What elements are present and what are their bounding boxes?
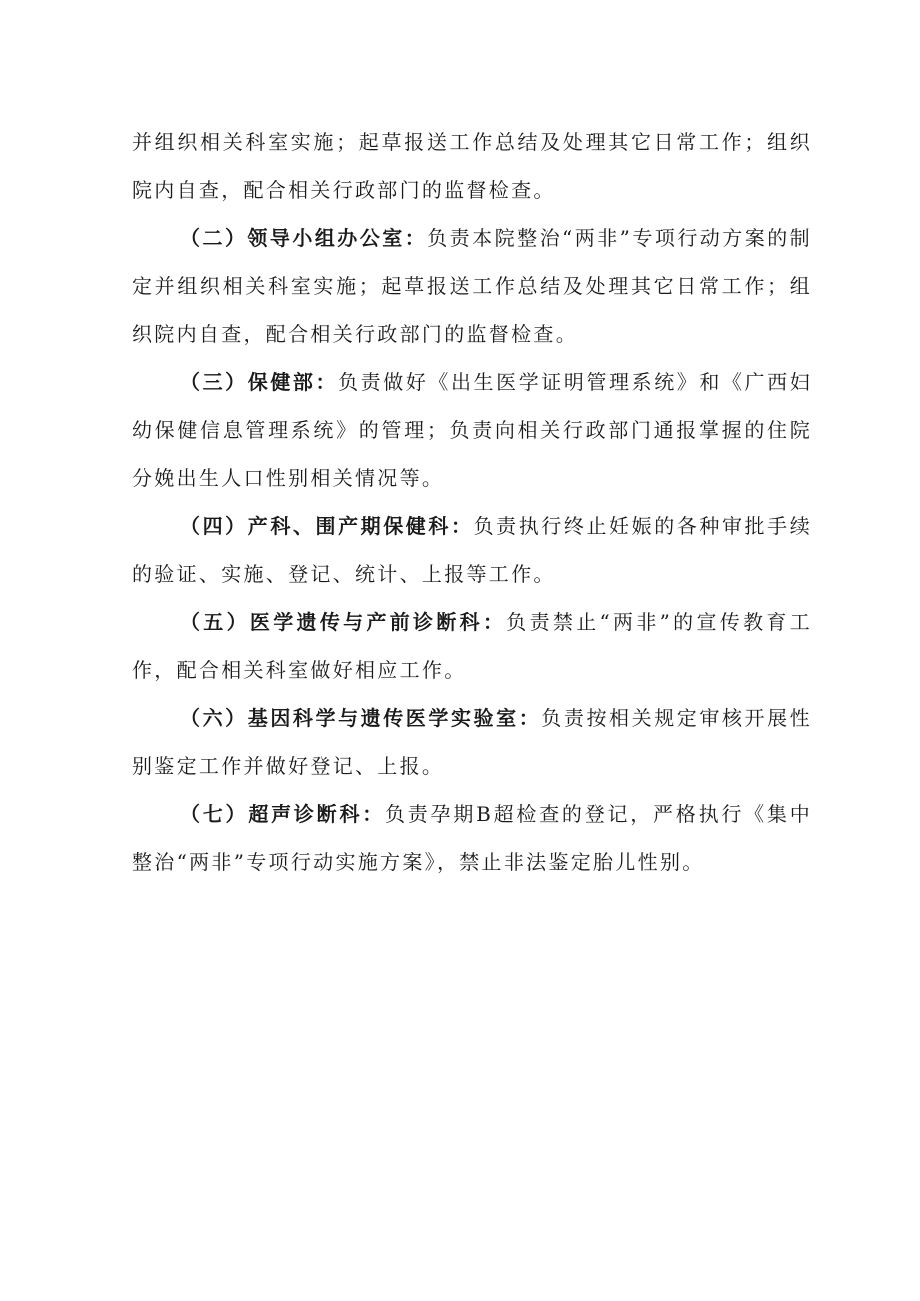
- paragraph-text: 负责孕期B超检查的登记，严格执行《集中整治“两非”专项行动实施方案》，禁止非法鉴定胎儿性别。: [132, 802, 812, 874]
- paragraph-genetics-prenatal: [132, 598, 812, 694]
- paragraph-heading: （四）产科、围产期保健科：: [180, 514, 474, 538]
- paragraph-health-department: [132, 358, 812, 502]
- paragraph-heading: （三）保健部：: [180, 370, 339, 394]
- paragraph-text: 负责执行终止妊娠的各种审批手续的验证、实施、登记、统计、上报等工作。: [132, 514, 812, 586]
- paragraph-obstetrics: [132, 502, 812, 598]
- paragraph-text: 负责本院整治“两非”专项行动方案的制定并组织相关科室实施；起草报送工作总结及处理其它日常工作；组织院内自查，配合相关行政部门的监督检查。: [132, 226, 812, 346]
- paragraph-gene-lab: [132, 694, 812, 790]
- paragraph-text: 负责做好《出生医学证明管理系统》和《广西妇幼保健信息管理系统》的管理；负责向相关行政部门通报掌握的住院分娩出生人口性别相关情况等。: [132, 370, 812, 490]
- paragraph-ultrasound: [132, 790, 812, 886]
- paragraph-continuation: [132, 118, 812, 214]
- paragraph-leadership-office: [132, 214, 812, 358]
- paragraph-text: 负责禁止“两非”的宣传教育工作，配合相关科室做好相应工作。: [132, 610, 812, 682]
- paragraph-text: 并组织相关科室实施；起草报送工作总结及处理其它日常工作；组织院内自查，配合相关行政部门的监督检查。: [132, 130, 812, 202]
- paragraph-heading: （七）超声诊断科：: [180, 802, 385, 826]
- paragraph-heading: （二）领导小组办公室：: [180, 226, 428, 250]
- paragraph-text: 负责按相关规定审核开展性别鉴定工作并做好登记、上报。: [132, 706, 812, 778]
- paragraph-heading: （五）医学遗传与产前诊断科：: [180, 610, 507, 634]
- paragraph-heading: （六）基因科学与遗传医学实验室：: [180, 706, 542, 730]
